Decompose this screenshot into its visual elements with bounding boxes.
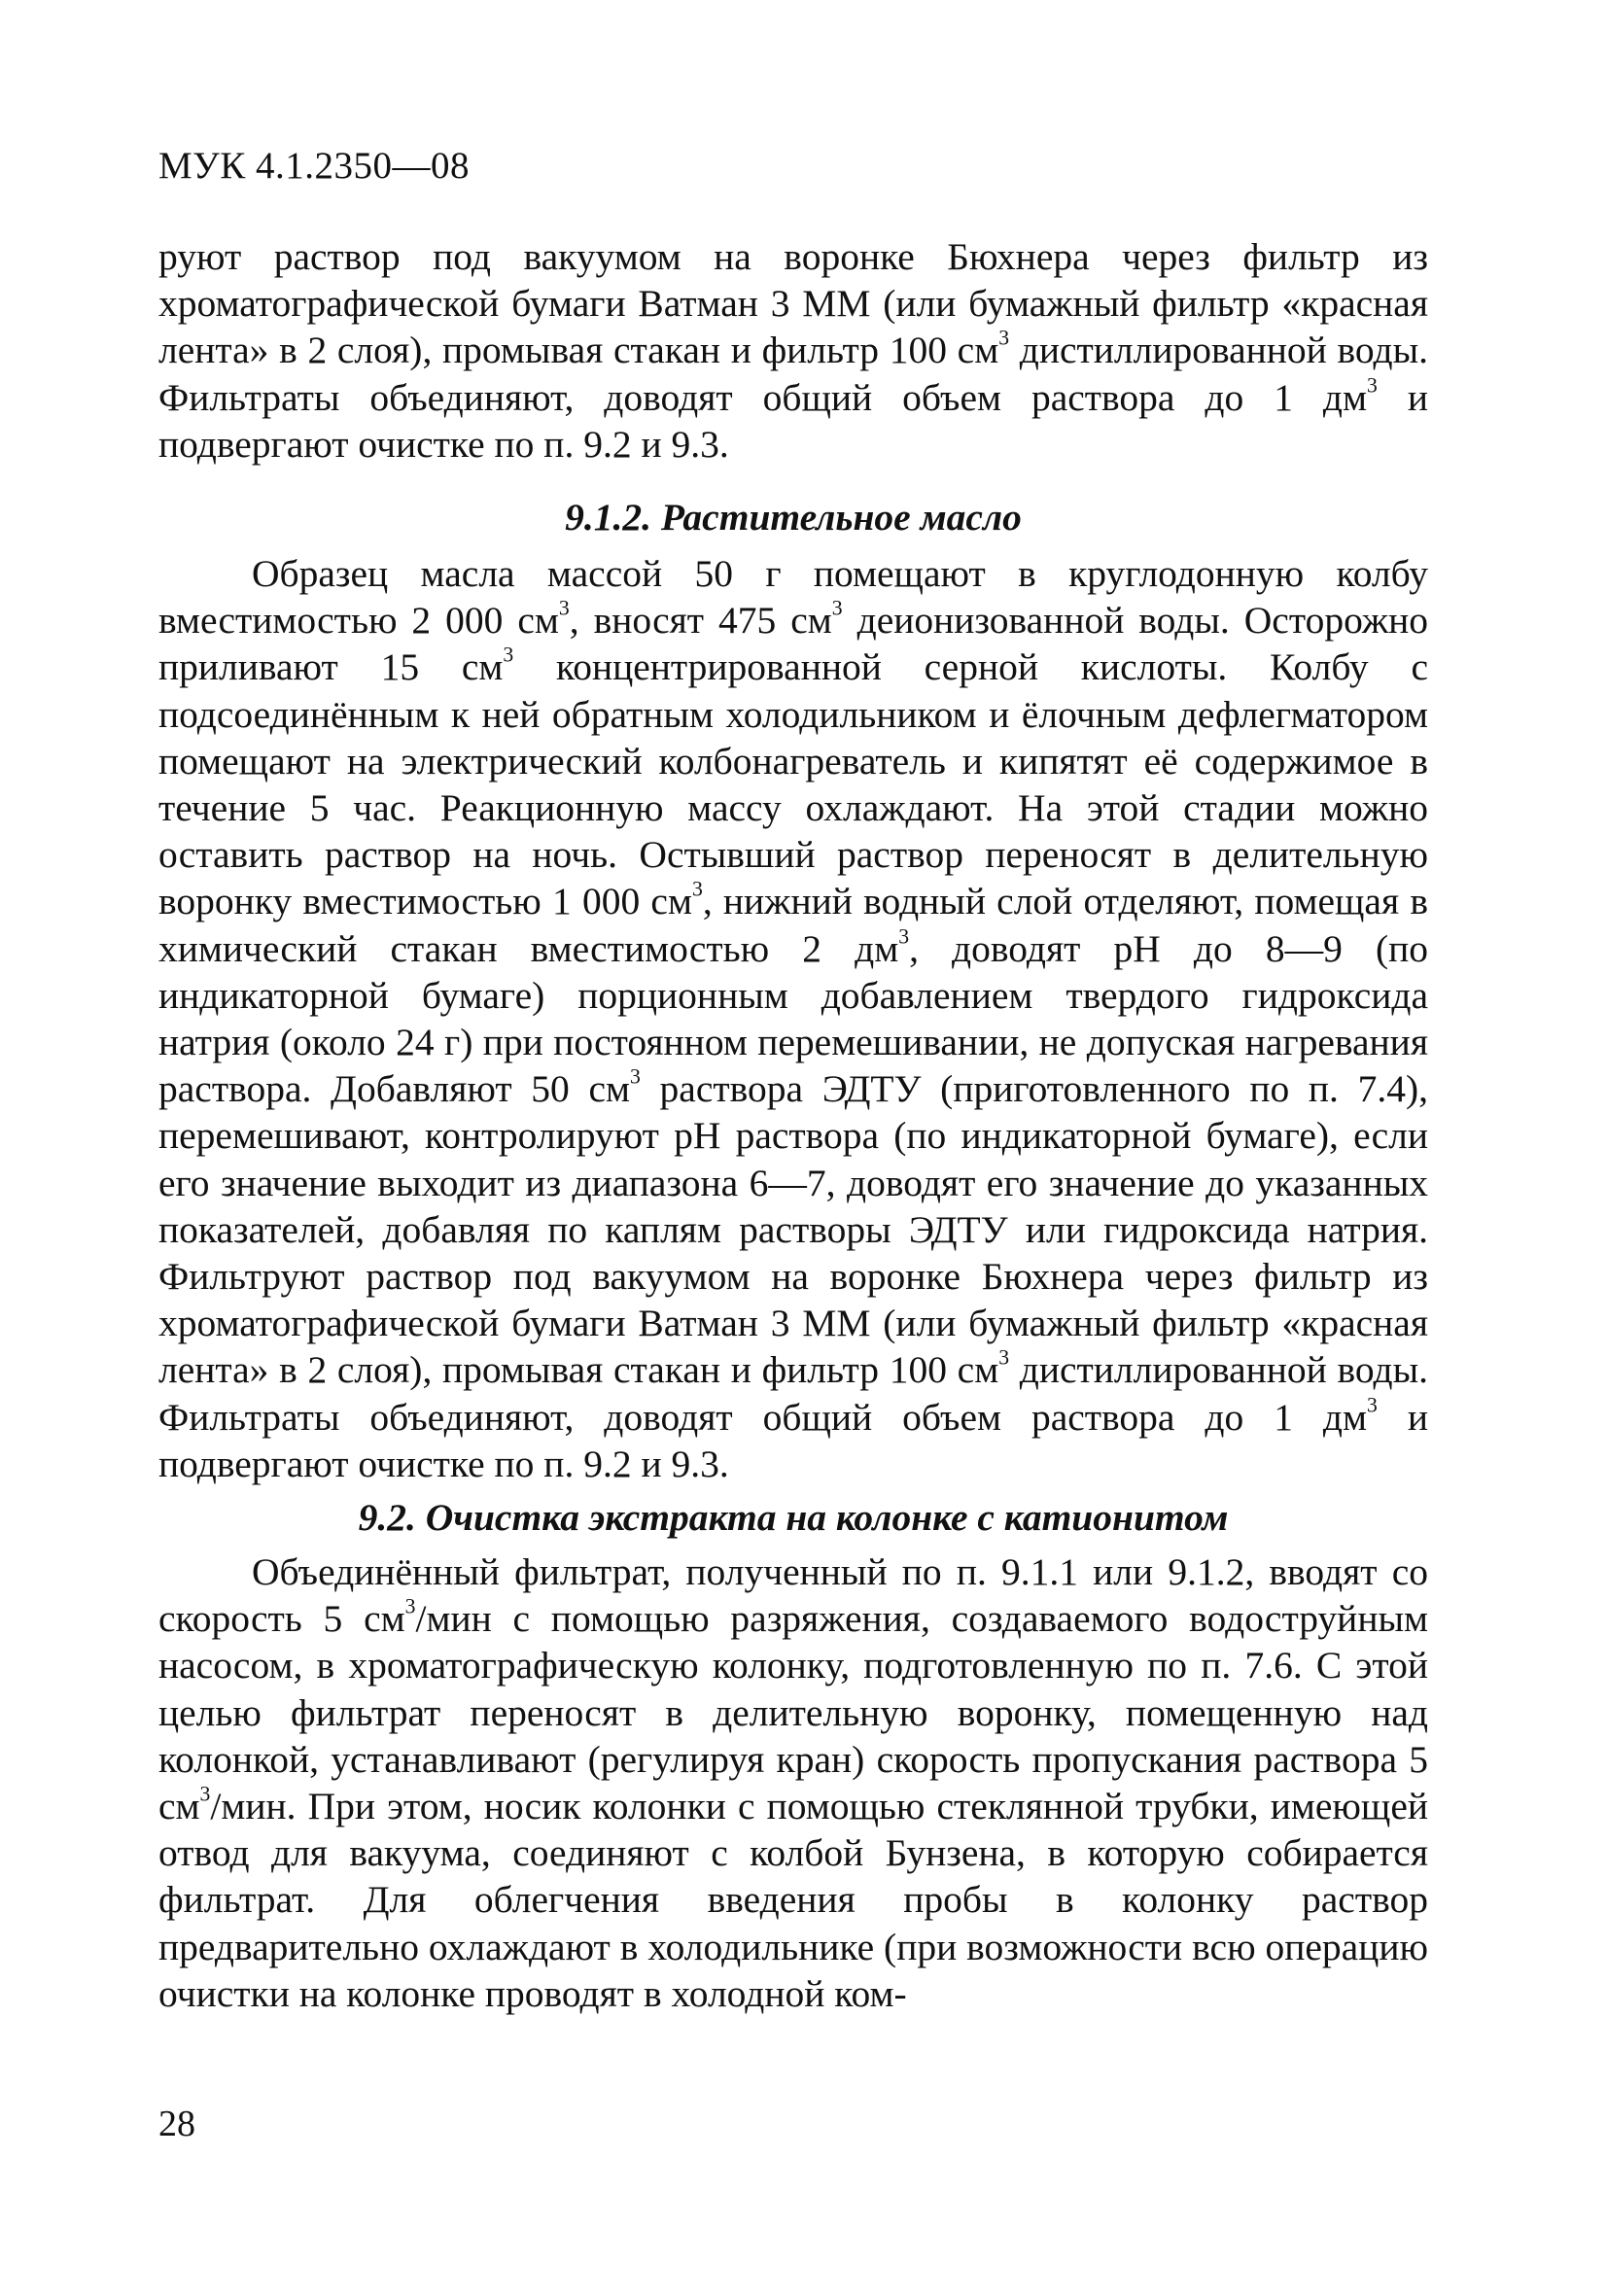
superscript: 3 bbox=[898, 924, 910, 949]
superscript: 3 bbox=[630, 1064, 641, 1089]
text-run: , доводят рН до 8—9 (по индикаторной бумаге) порционным добавлением твердого гидроксида натрия (около 24 г) при постоянном перемешивании, не допуская нагревания раствора. Добавляют 50 см bbox=[158, 926, 1428, 1111]
text-run: раствора ЭДТУ (приготовленного по п. 7.4), перемешивают, контролируют рН раствора (по индикаторной бумаге), если его значение выходит из диапазона 6—7, доводят его значение до указанных показателей, добавляя по каплям растворы ЭДТУ или гидроксида натрия. Фильтруют раствор под вакуумом на воронке Бюхнера через фильтр из хроматографической бумаги Ватман 3 ММ (или бумажный фильтр «красная лента» в 2 слоя), промывая стакан и фильтр 100 см bbox=[158, 1067, 1428, 1392]
text-run: /мин. При этом, носик колонки с помощью стеклянной трубки, имеющей отвод для вакуума, соединяют с колбой Бунзена, в которую собирается фильтрат. Для облегчения введения пробы в колонку раствор предварительно охлаждают в холодильнике (при возможности всю операцию очистки на колонке проводят в холодной ком- bbox=[158, 1785, 1428, 2015]
superscript: 3 bbox=[831, 596, 843, 620]
superscript: 3 bbox=[691, 877, 703, 901]
text-run: концентрированной серной кислоты. Колбу с подсоединённым к ней обратным холодильником и ёлочным дефлегматором помещают на электрический колбонагреватель и кипятят её содержимое в течение 5 час. Реакционную массу охлаждают. На этой стадии можно оставить раствор на ночь. Остывший раствор переносят в делительную воронку вместимостью 1 000 см bbox=[158, 645, 1428, 923]
text-run: /мин с помощью разряжения, создаваемого водоструйным насосом, в хроматографическую колонку, подготовленную по п. 7.6. С этой целью фильтрат переносят в делительную воронку, помещенную над колонкой, устанавливают (регулируя кран) скорость пропускания раствора 5 см bbox=[158, 1597, 1428, 1828]
superscript: 3 bbox=[199, 1782, 211, 1806]
text-run: дистиллированной воды. Фильтраты объединяют, доводят общий объем раствора до 1 дм bbox=[158, 329, 1428, 419]
section-heading-9-1-2: 9.1.2. Растительное масло bbox=[565, 496, 1022, 539]
text-run: , вносят 475 см bbox=[569, 599, 832, 643]
superscript: 3 bbox=[998, 326, 1010, 350]
section-9-1-2-paragraph bbox=[158, 550, 1428, 1487]
superscript: 3 bbox=[1367, 373, 1378, 398]
text-run: Образец масла массой 50 г помещают в круглодонную колбу вместимостью 2 000 см bbox=[158, 552, 1428, 643]
section-9-1-2-block bbox=[158, 550, 1428, 1487]
text-run: дистиллированной воды. Фильтраты объединяют, доводят общий объем раствора до 1 дм bbox=[158, 1348, 1428, 1439]
text-run: руют раствор под вакуумом на воронке Бюхнера через фильтр из хроматографической бумаги Ватман 3 ММ (или бумажный фильтр «красная лента» в 2 слоя), промывая стакан и фильтр 100 см bbox=[158, 235, 1428, 372]
superscript: 3 bbox=[558, 596, 570, 620]
superscript: 3 bbox=[404, 1594, 416, 1618]
text-run: и подвергают очистке по п. 9.2 и 9.3. bbox=[158, 1395, 1428, 1485]
superscript: 3 bbox=[1367, 1393, 1378, 1417]
superscript: 3 bbox=[998, 1346, 1010, 1370]
text-run: , нижний водный слой отделяют, помещая в химический стакан вместимостью 2 дм bbox=[158, 880, 1428, 970]
text-run: Объединённый фильтрат, полученный по п. 9.1.1 или 9.1.2, вводят со скорость 5 см bbox=[158, 1550, 1428, 1641]
running-head: МУК 4.1.2350—08 bbox=[158, 145, 471, 187]
section-heading-9-2: 9.2. Очистка экстракта на колонке с катионитом bbox=[358, 1496, 1229, 1539]
continuation-paragraph-block bbox=[158, 233, 1428, 468]
section-9-2-block bbox=[158, 1548, 1428, 2017]
continuation-paragraph bbox=[158, 233, 1428, 468]
page-number: 28 bbox=[158, 2104, 195, 2144]
section-9-2-paragraph bbox=[158, 1548, 1428, 2017]
superscript: 3 bbox=[503, 643, 514, 667]
text-run: и подвергают очистке по п. 9.2 и 9.3. bbox=[158, 375, 1428, 466]
text-run: деионизованной воды. Осторожно приливают 15 см bbox=[158, 599, 1429, 689]
